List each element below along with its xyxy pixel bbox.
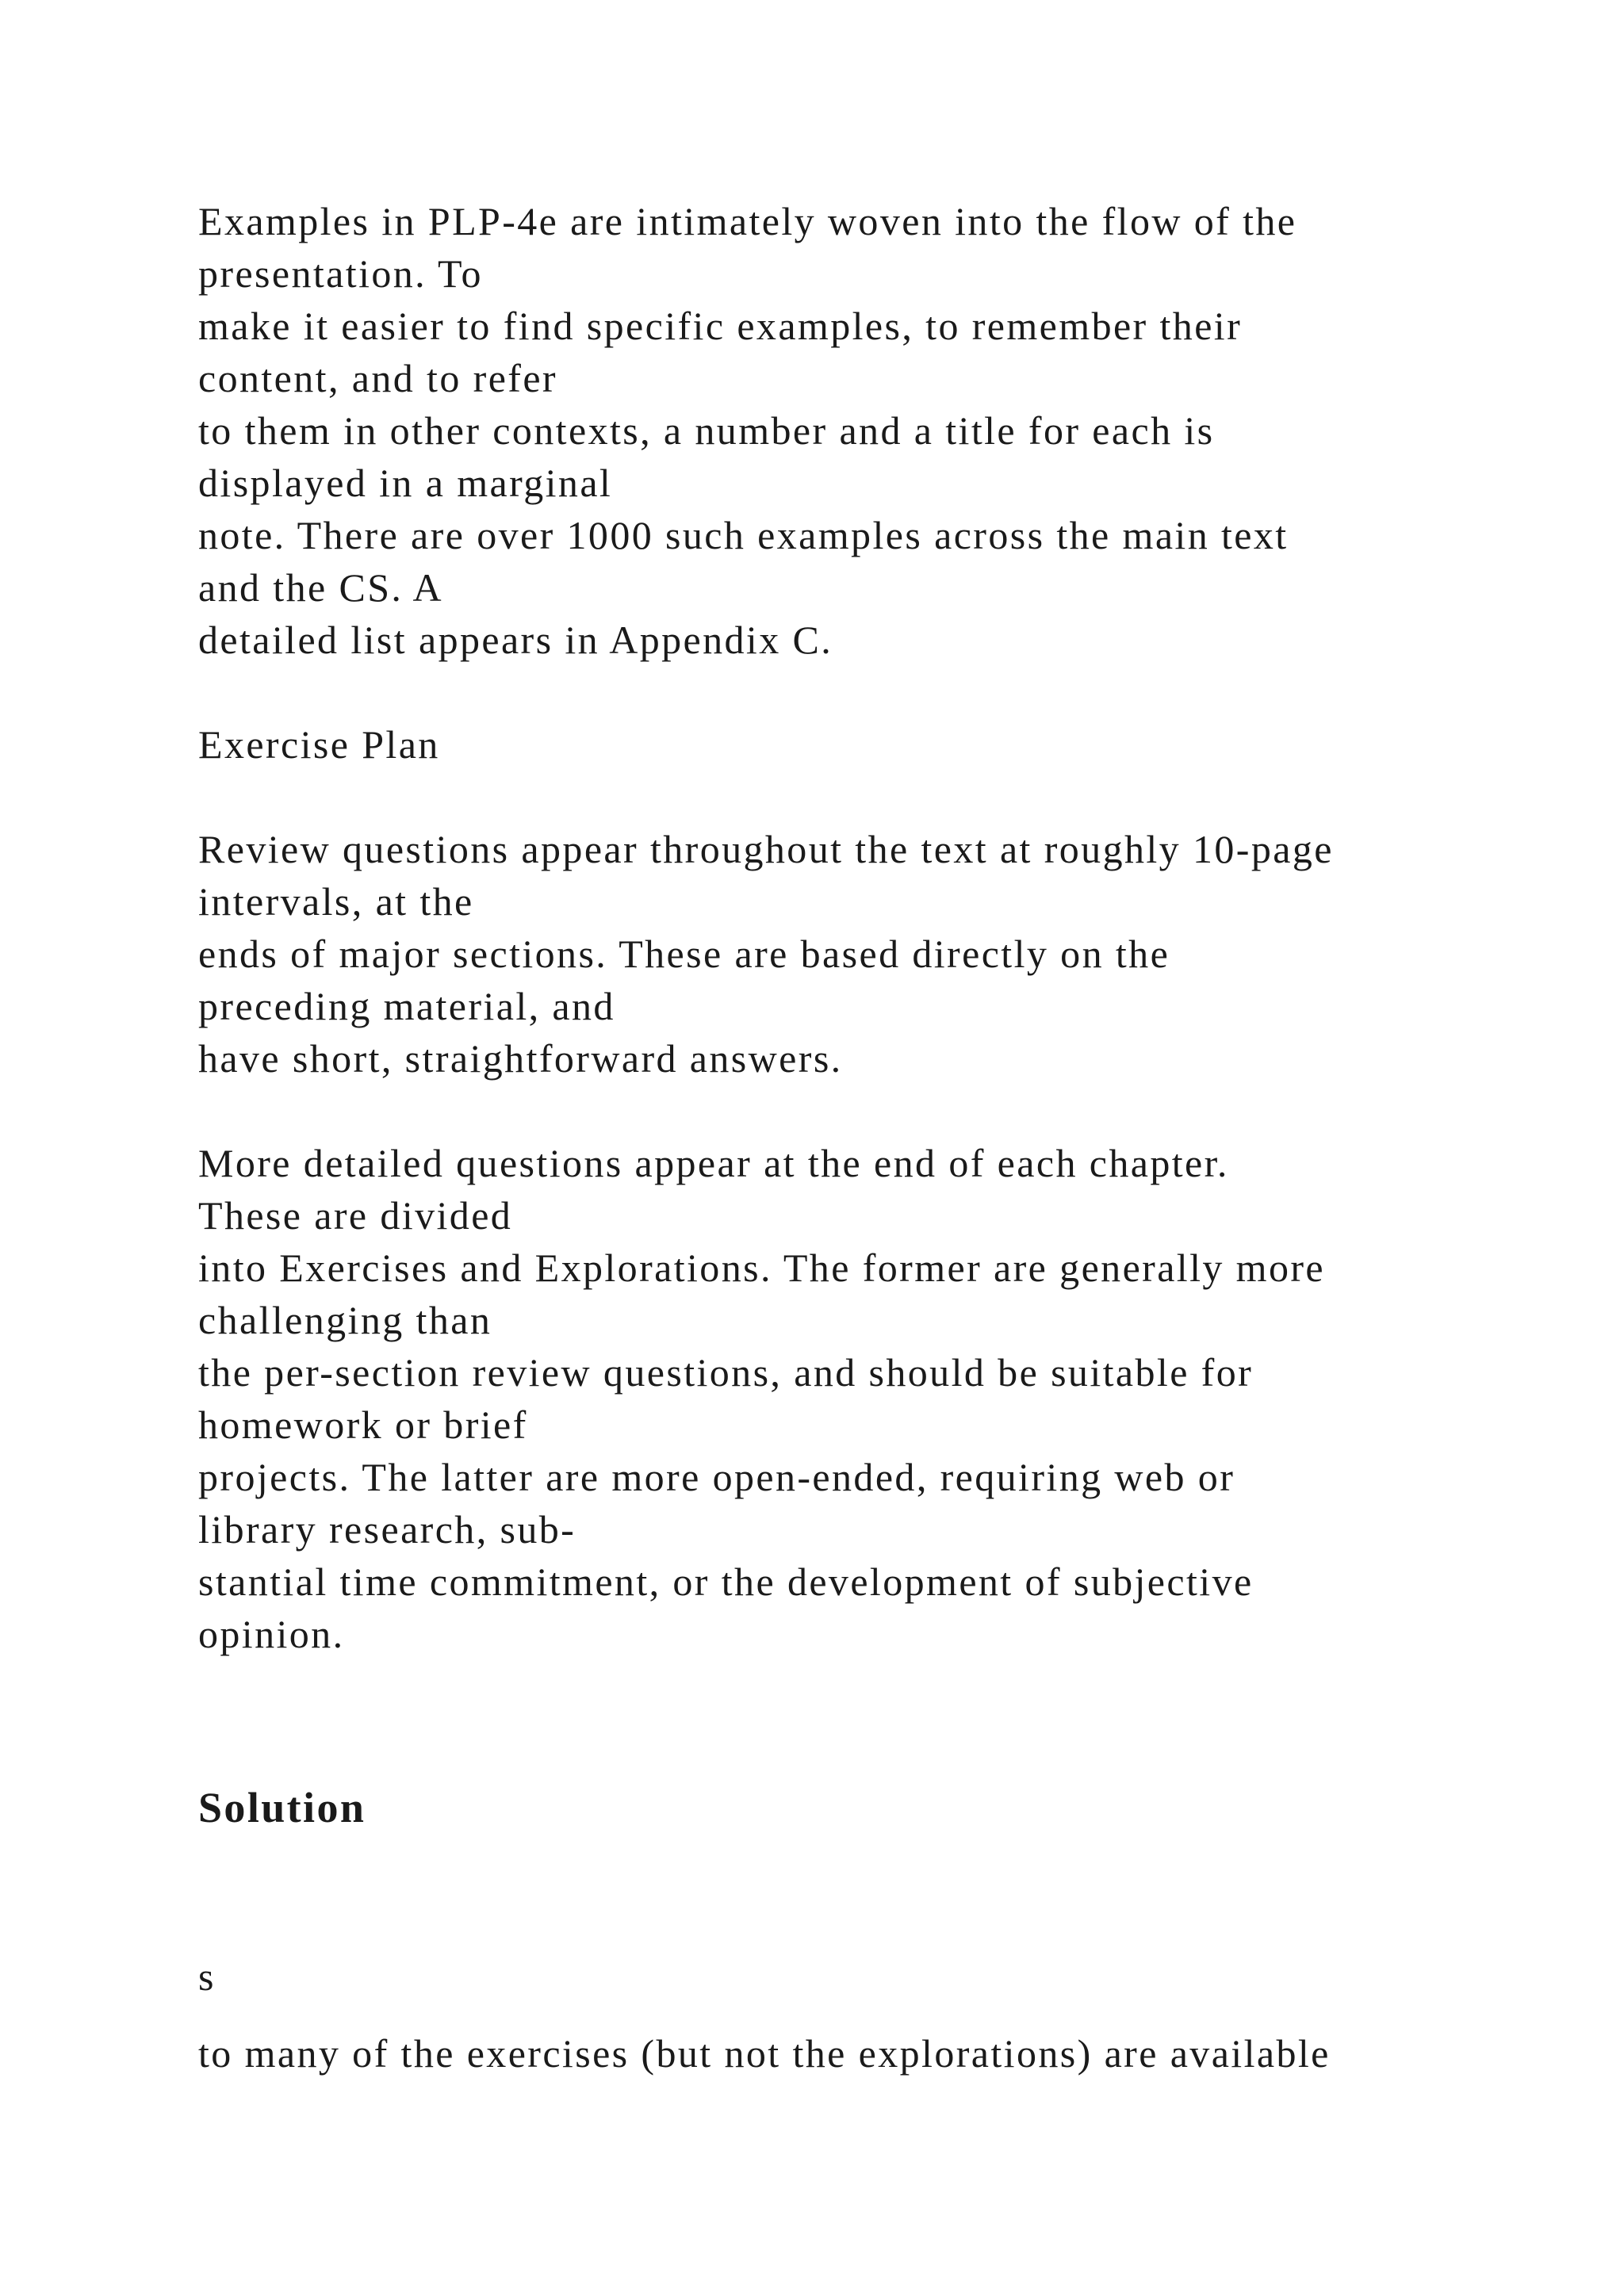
text-line: stantial time commitment, or the development of subjective	[198, 1559, 1254, 1604]
text-line: preceding material, and	[198, 984, 615, 1028]
section-title-exercise-plan: Exercise Plan	[198, 722, 440, 767]
text-line: presentation. To	[198, 251, 483, 296]
text-line: library research, sub-	[198, 1507, 576, 1552]
text-line: intervals, at the	[198, 879, 474, 924]
text-line: homework or brief	[198, 1402, 528, 1447]
paragraph-detailed	[198, 1137, 1546, 1660]
text-line: More detailed questions appear at the end of each chapter.	[198, 1141, 1229, 1185]
text-line: into Exercises and Explorations. The former are generally more	[198, 1246, 1326, 1290]
paragraph-examples	[198, 195, 1546, 666]
spacer	[198, 771, 1546, 823]
text-line: projects. The latter are more open-ended, requiring web or	[198, 1455, 1235, 1499]
paragraph-review	[198, 823, 1546, 1085]
text-line: have short, straightforward answers.	[198, 1036, 843, 1081]
text-line: the per-section review questions, and should be suitable for	[198, 1350, 1254, 1395]
solution-fragment: s	[198, 1954, 216, 1999]
text-line: challenging than	[198, 1298, 492, 1342]
final-line: to many of the exercises (but not the explorations) are available	[198, 2031, 1331, 2076]
text-line: ends of major sections. These are based directly on the	[198, 932, 1170, 976]
spacer	[198, 666, 1546, 718]
text-line: opinion.	[198, 1612, 345, 1656]
document-body	[198, 195, 1546, 1660]
text-line: make it easier to find specific examples, to remember their	[198, 304, 1243, 348]
text-line: content, and to refer	[198, 356, 557, 400]
text-line: displayed in a marginal	[198, 461, 613, 505]
text-line: note. There are over 1000 such examples across the main text	[198, 513, 1289, 557]
text-line: Examples in PLP-4e are intimately woven into the flow of the	[198, 199, 1297, 243]
text-line: These are divided	[198, 1193, 513, 1238]
text-line: Review questions appear throughout the text at roughly 10-page	[198, 827, 1334, 871]
spacer	[198, 1085, 1546, 1137]
text-line: and the CS. A	[198, 565, 443, 610]
solution-heading: Solution	[198, 1784, 366, 1831]
text-line: detailed list appears in Appendix C.	[198, 618, 833, 662]
text-line: to them in other contexts, a number and a title for each is	[198, 408, 1215, 453]
